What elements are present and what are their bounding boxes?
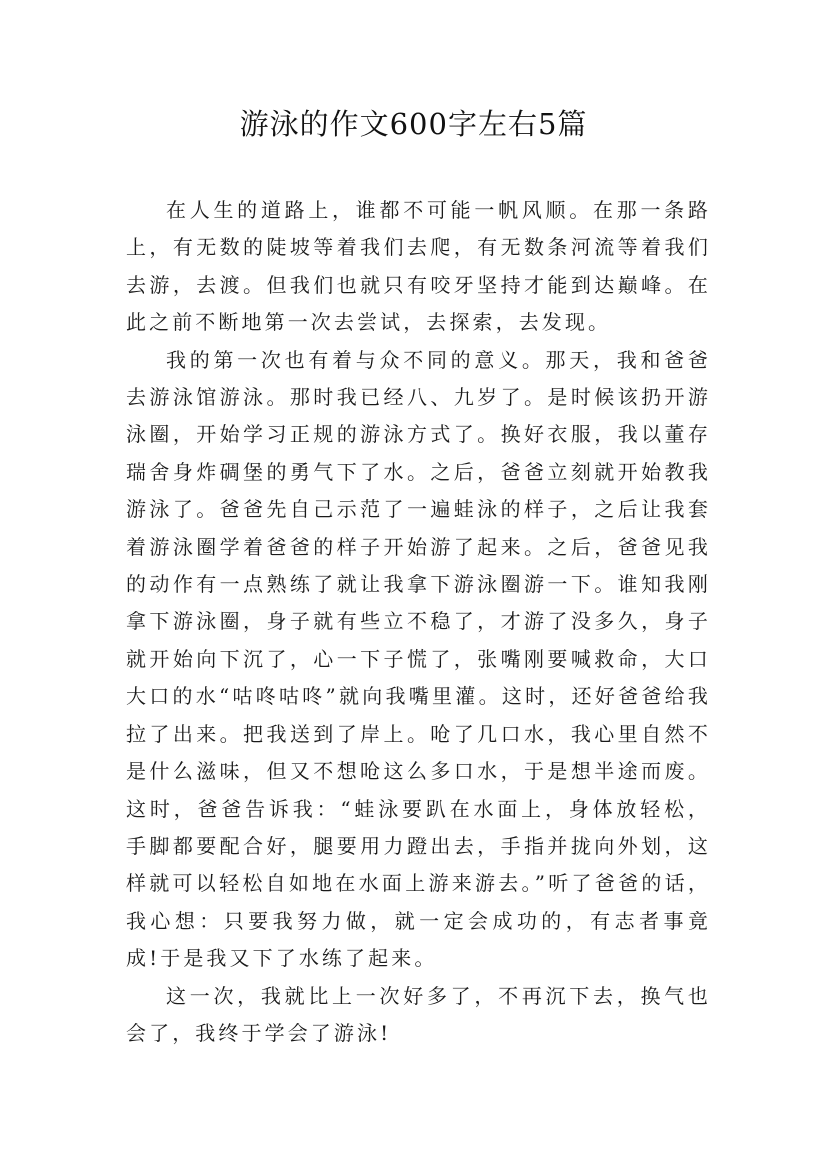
- document-title: 游泳的作文600字左右5篇: [239, 107, 588, 141]
- paragraph-3: 这一次，我就比上一次好多了，不再沉下去，换气也会了，我终于学会了游泳!: [126, 983, 711, 1045]
- paragraph-2: 我的第一次也有着与众不同的意义。那天，我和爸爸去游泳馆游泳。那时我已经八、九岁了。是时候该扔开游泳圈，开始学习正规的游泳方式了。换好衣服，我以董存瑞舍身炸碉堡的勇气下了水。之后，爸爸立刻就开始教我游泳了。爸爸先自己示范了一遍蛙泳的样子，之后让我套着游泳圈学着爸爸的样子开始游了起来。之后，爸爸见我的动作有一点熟练了就让我拿下游泳圈游一下。谁知我刚拿下游泳圈，身子就有些立不稳了，才游了没多久，身子就开始向下沉了，心一下子慌了，张嘴刚要喊救命，大口大口的水“咕咚咕咚”就向我嘴里灌。这时，还好爸爸给我拉了出来。把我送到了岸上。呛了几口水，我心里自然不是什么滋味，但又不想呛这么多口水，于是想半途而废。这时，爸爸告诉我：“蛙泳要趴在水面上，身体放轻松，手脚都要配合好，腿要用力蹬出去，手指并拢向外划，这样就可以轻松自如地在水面上游来游去。”听了爸爸的话，我心想：只要我努力做，就一定会成功的，有志者事竟成!于是我又下了水练了起来。: [126, 347, 711, 971]
- document-body: [126, 192, 711, 1052]
- paragraph-1: 在人生的道路上，谁都不可能一帆风顺。在那一条路上，有无数的陡坡等着我们去爬，有无数条河流等着我们去游，去渡。但我们也就只有咬牙坚持才能到达巅峰。在此之前不断地第一次去尝试，去探索，去发现。: [126, 198, 711, 335]
